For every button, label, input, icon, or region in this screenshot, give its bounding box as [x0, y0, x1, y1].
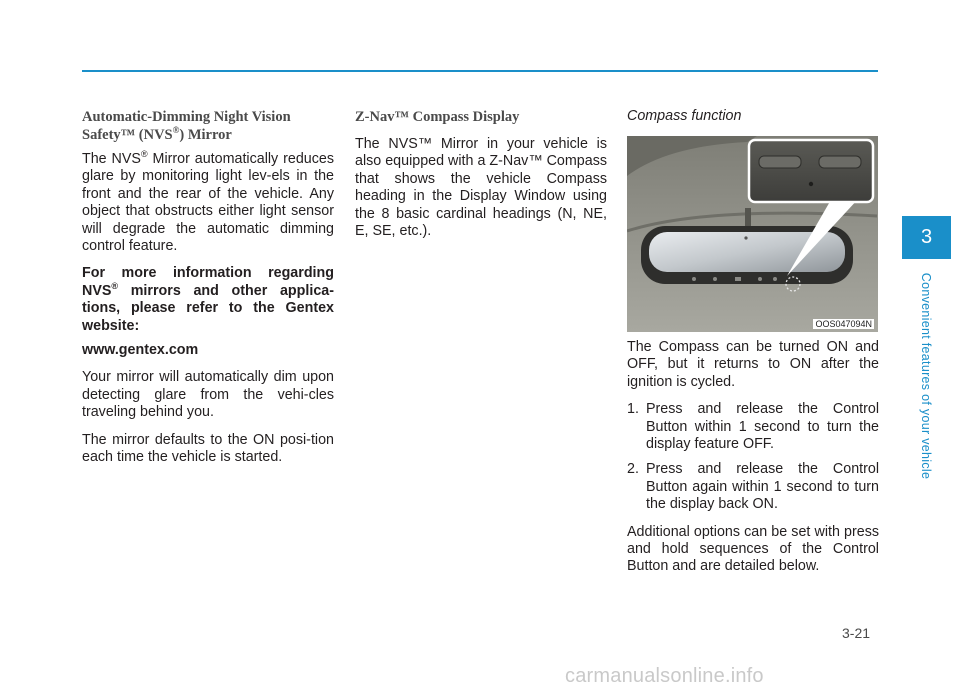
- note-end: mirrors and other applica-tions, please refer to the Gentex website:: [82, 282, 334, 334]
- page-number: 3-21: [842, 625, 871, 641]
- additional-options-paragraph: Additional options can be set with press and hold sequences of the Control Button and are detailed below.: [627, 523, 879, 575]
- zoom-map-lamp-left: [759, 156, 801, 168]
- mirror-figure: [627, 136, 878, 332]
- registered-mark: ®: [140, 149, 148, 160]
- chapter-title: Convenient features of your vehicle: [919, 272, 933, 480]
- compass-toggle-paragraph: The Compass can be turned ON and OFF, but it returns to ON after the ignition is cycled.: [627, 339, 879, 390]
- step-number: 2.: [627, 461, 639, 478]
- gentex-url: www.gentex.com: [82, 342, 199, 359]
- column-compass-display: [355, 108, 607, 250]
- figure-title: Compass function: [627, 108, 742, 124]
- chapter-tab: 3: [902, 216, 951, 259]
- compass-step: [627, 401, 879, 453]
- zoom-map-lamp-right: [819, 156, 861, 168]
- figure-code: OOS047094N: [815, 319, 872, 329]
- compass-steps: [627, 401, 879, 513]
- compass-display-heading: Z-Nav™ Compass Display: [355, 109, 520, 125]
- nvs-mirror-heading: [82, 108, 334, 144]
- mirror-button-icon[interactable]: [692, 277, 696, 281]
- heading-text-end: ) Mirror: [179, 127, 232, 143]
- light-sensor-icon: [744, 236, 747, 239]
- mirror-illustration: [627, 136, 878, 332]
- callout-zoom-box: [749, 140, 873, 202]
- step-text: Press and release the Control Button again within 1 second to turn the display back ON.: [646, 461, 879, 513]
- registered-mark: ®: [111, 281, 119, 292]
- zoom-sensor-icon: [809, 182, 813, 186]
- compass-step: [627, 461, 879, 513]
- mirror-button-icon[interactable]: [713, 277, 717, 281]
- compass-display-paragraph: The NVS™ Mirror in your vehicle is also equipped with a Z-Nav™ Compass that shows the vehicle Compass heading in the Display Window using the 8 basic cardinal headings (N, NE, E, SE, etc.).: [355, 136, 607, 240]
- note-start: For more information regarding NVS: [82, 265, 334, 299]
- step-text: Press and release the Control Button within 1 second to turn the display feature OFF.: [646, 401, 879, 453]
- nvs-desc-end: Mirror automatically reduces glare by monitoring light lev-els in the front and the rear of the vehicle. Any object that obstructs either light sensor will degrade the automatic dimming control feature.: [82, 151, 334, 255]
- heading-text: Automatic-Dimming Night Vision Safety™ (NVS: [82, 109, 291, 143]
- mirror-button-icon[interactable]: [735, 277, 741, 281]
- registered-mark: ®: [172, 125, 180, 136]
- watermark: carmanualsonline.info: [565, 665, 764, 687]
- top-rule: [82, 70, 878, 72]
- step-number: 1.: [627, 401, 639, 418]
- nvs-description: [82, 151, 334, 255]
- column-nvs-mirror: [82, 108, 334, 477]
- gentex-info-note: [82, 265, 334, 335]
- mirror-button-icon[interactable]: [773, 277, 777, 281]
- default-on-paragraph: The mirror defaults to the ON posi-tion each time the vehicle is started.: [82, 431, 334, 466]
- mirror-button-icon[interactable]: [758, 277, 762, 281]
- column-compass-function: [627, 108, 879, 586]
- auto-dim-paragraph: Your mirror will automatically dim upon detecting glare from the vehi-cles traveling behind you.: [82, 369, 334, 421]
- nvs-desc-start: The NVS: [82, 151, 141, 167]
